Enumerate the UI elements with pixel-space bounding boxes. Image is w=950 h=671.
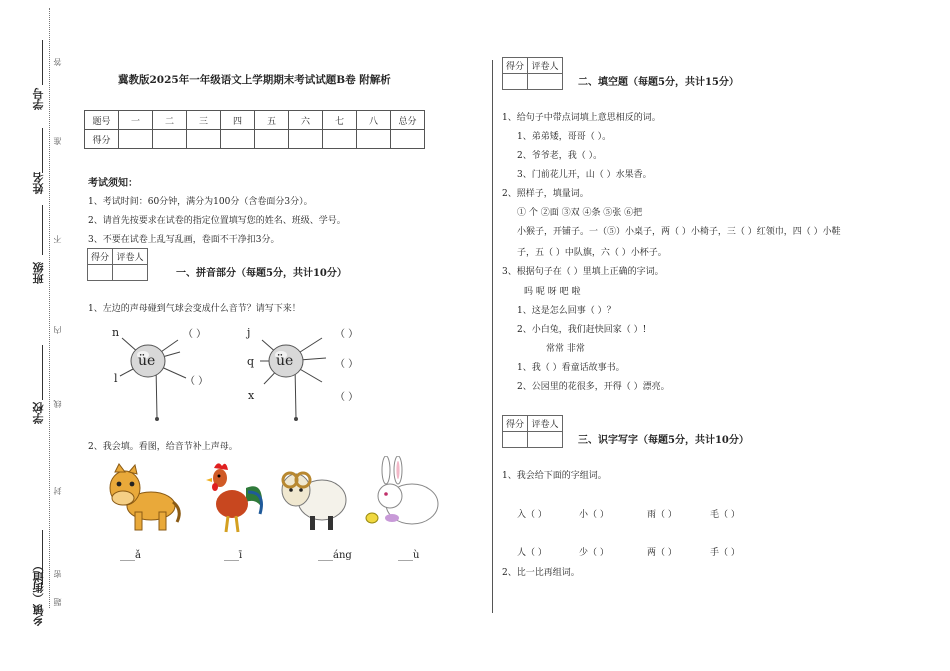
section2-line: ① 个 ②面 ③双 ④条 ⑤张 ⑥把 bbox=[517, 208, 643, 218]
section1-question2: 2、我会填。看图，给音节补上声母。 bbox=[88, 442, 238, 452]
grader-score-label: 得分 bbox=[503, 58, 528, 74]
seal-char: 线 bbox=[53, 400, 62, 408]
notice-heading: 考试须知： bbox=[88, 178, 138, 189]
grader-score-cell[interactable] bbox=[503, 74, 528, 90]
grader-box bbox=[502, 57, 563, 90]
score-label-cell: 得分 bbox=[85, 130, 119, 149]
section1-heading: 一、拼音部分（每题5分，共计10分） bbox=[176, 268, 347, 279]
section2-line[interactable]: 1、弟弟矮，哥哥（ ）。 bbox=[517, 132, 612, 142]
section3-heading: 三、识字写字（每题5分，共计10分） bbox=[578, 435, 749, 446]
score-header-cell: 六 bbox=[289, 111, 323, 130]
grader-reviewer-label: 评卷人 bbox=[528, 416, 563, 432]
seal-char: 题 bbox=[53, 598, 62, 606]
section3-question1: 1、我会给下面的字组词。 bbox=[502, 471, 607, 481]
seal-char: 封 bbox=[53, 487, 62, 495]
grader-score-cell[interactable] bbox=[503, 432, 528, 448]
score-header-cell: 八 bbox=[357, 111, 391, 130]
score-table bbox=[84, 110, 425, 149]
left-letter: n bbox=[112, 326, 120, 339]
score-header-cell: 二 bbox=[153, 111, 187, 130]
section2-line[interactable]: 子，五（ ）中队旗，六（ ）小杯子。 bbox=[517, 248, 667, 258]
answer-paren[interactable]: （ ） bbox=[335, 392, 359, 403]
score-input-cell[interactable] bbox=[391, 130, 425, 149]
exam-title: 冀教版2025年一年级语文上学期期末考试试题B卷 附解析 bbox=[118, 74, 391, 86]
word-blank[interactable]: 两（ ） bbox=[647, 548, 677, 558]
binding-dotted-line bbox=[49, 8, 50, 608]
seal-char: 不 bbox=[53, 235, 62, 243]
balloon-text: üe bbox=[138, 353, 156, 369]
student-id-label: 学号 bbox=[32, 88, 45, 110]
balloon-text: üe bbox=[276, 353, 294, 369]
score-header-cell: 七 bbox=[323, 111, 357, 130]
grader-reviewer-label: 评卷人 bbox=[113, 249, 148, 265]
name-label: 姓名 bbox=[32, 172, 45, 194]
score-header-cell: 三 bbox=[187, 111, 221, 130]
grader-score-label: 得分 bbox=[503, 416, 528, 432]
section2-line[interactable]: 3、门前花儿开，山（ ）水果香。 bbox=[517, 170, 652, 180]
score-header-cell: 总分 bbox=[391, 111, 425, 130]
answer-paren[interactable]: （ ） bbox=[183, 329, 207, 340]
rabbit-icon bbox=[360, 456, 444, 534]
notice-item: 2、请首先按要求在试卷的指定位置填写您的姓名、班级、学号。 bbox=[88, 216, 346, 226]
town-label: 乡镇（街道） bbox=[32, 560, 45, 626]
right-letter: q bbox=[247, 355, 255, 368]
sheep-icon bbox=[276, 460, 352, 536]
word-blank[interactable]: 毛（ ） bbox=[710, 510, 740, 520]
initial-blank[interactable]: ___ù bbox=[398, 550, 420, 561]
notice-item: 1、考试时间：60分钟，满分为100分（含卷面分3分）。 bbox=[88, 197, 313, 207]
seal-char: 密 bbox=[53, 570, 62, 578]
section2-line[interactable]: 2、爷爷老，我（ ）。 bbox=[517, 151, 603, 161]
grader-score-cell[interactable] bbox=[88, 265, 113, 281]
grader-reviewer-cell[interactable] bbox=[528, 432, 563, 448]
class-underline bbox=[42, 205, 43, 255]
initial-blank[interactable]: ___áng bbox=[318, 550, 352, 561]
school-label: 学校 bbox=[32, 402, 45, 424]
grader-box bbox=[87, 248, 148, 281]
section1-question1: 1、左边的声母碰到气球会变成什么音节？请写下来！ bbox=[88, 304, 301, 314]
section2-line: 常常 非常 bbox=[546, 344, 585, 354]
class-label: 班级 bbox=[32, 262, 45, 284]
section2-line[interactable]: 2、小白兔，我们赶快回家（ ）! bbox=[517, 325, 647, 335]
section2-heading: 二、填空题（每题5分，共计15分） bbox=[578, 77, 739, 88]
grader-score-label: 得分 bbox=[88, 249, 113, 265]
score-header-cell: 五 bbox=[255, 111, 289, 130]
grader-reviewer-cell[interactable] bbox=[113, 265, 148, 281]
word-blank[interactable]: 少（ ） bbox=[579, 548, 609, 558]
name-underline bbox=[42, 128, 43, 173]
left-letter: l bbox=[114, 372, 118, 385]
word-blank[interactable]: 雨（ ） bbox=[647, 510, 677, 520]
rooster-icon bbox=[202, 458, 268, 538]
column-divider bbox=[492, 60, 493, 613]
grader-box bbox=[502, 415, 563, 448]
section2-line[interactable]: 1、这是怎么回事（ ）？ bbox=[517, 306, 616, 316]
answer-paren[interactable]: （ ） bbox=[335, 329, 359, 340]
balloon-diagram-1 bbox=[100, 318, 240, 428]
score-input-cell[interactable] bbox=[289, 130, 323, 149]
answer-paren[interactable]: （ ） bbox=[335, 359, 359, 370]
notice-item: 3、不要在试卷上乱写乱画，卷面不干净扣3分。 bbox=[88, 235, 280, 245]
seal-char: 内 bbox=[53, 326, 62, 334]
initial-blank[interactable]: ___ǎ bbox=[120, 550, 141, 561]
right-letter: x bbox=[248, 389, 255, 402]
score-header-cell: 四 bbox=[221, 111, 255, 130]
section2-line: 吗 呢 呀 吧 啦 bbox=[524, 287, 581, 297]
score-input-cell[interactable] bbox=[357, 130, 391, 149]
score-input-cell[interactable] bbox=[153, 130, 187, 149]
balloon-diagram-2 bbox=[240, 318, 380, 428]
initial-blank[interactable]: ___ī bbox=[224, 550, 243, 561]
section2-line: 1、给句子中带点词填上意思相反的词。 bbox=[502, 113, 661, 123]
answer-paren[interactable]: （ ） bbox=[185, 376, 209, 387]
horse-icon bbox=[103, 462, 183, 534]
word-blank[interactable]: 入（ ） bbox=[517, 510, 547, 520]
score-input-cell[interactable] bbox=[255, 130, 289, 149]
right-letter: j bbox=[247, 326, 251, 339]
grader-reviewer-cell[interactable] bbox=[528, 74, 563, 90]
score-input-cell[interactable] bbox=[221, 130, 255, 149]
section3-question2: 2、比一比再组词。 bbox=[502, 568, 580, 578]
seal-char: 准 bbox=[53, 137, 62, 145]
score-input-cell[interactable] bbox=[323, 130, 357, 149]
section2-line[interactable]: 2、公园里的花很多，开得（ ）漂亮。 bbox=[517, 382, 670, 392]
score-input-cell[interactable] bbox=[119, 130, 153, 149]
word-blank[interactable]: 手（ ） bbox=[710, 548, 740, 558]
score-input-cell[interactable] bbox=[187, 130, 221, 149]
section2-line: 2、照样子，填量词。 bbox=[502, 189, 589, 199]
word-blank[interactable]: 人（ ） bbox=[517, 548, 547, 558]
grader-reviewer-label: 评卷人 bbox=[528, 58, 563, 74]
section2-line[interactable]: 小猴子，开铺子。一（⑤）小桌子，两（ ）小椅子，三（ ）红领巾，四（ ）小鞋 bbox=[517, 227, 841, 237]
word-blank[interactable]: 小（ ） bbox=[579, 510, 609, 520]
school-underline bbox=[42, 345, 43, 400]
score-header-cell: 题号 bbox=[85, 111, 119, 130]
student-id-underline bbox=[42, 40, 43, 85]
seal-char: 答 bbox=[53, 58, 62, 66]
section2-line[interactable]: 1、我（ ）看童话故事书。 bbox=[517, 363, 625, 373]
section2-line: 3、根据句子在（ ）里填上正确的字词。 bbox=[502, 267, 664, 277]
score-header-cell: 一 bbox=[119, 111, 153, 130]
